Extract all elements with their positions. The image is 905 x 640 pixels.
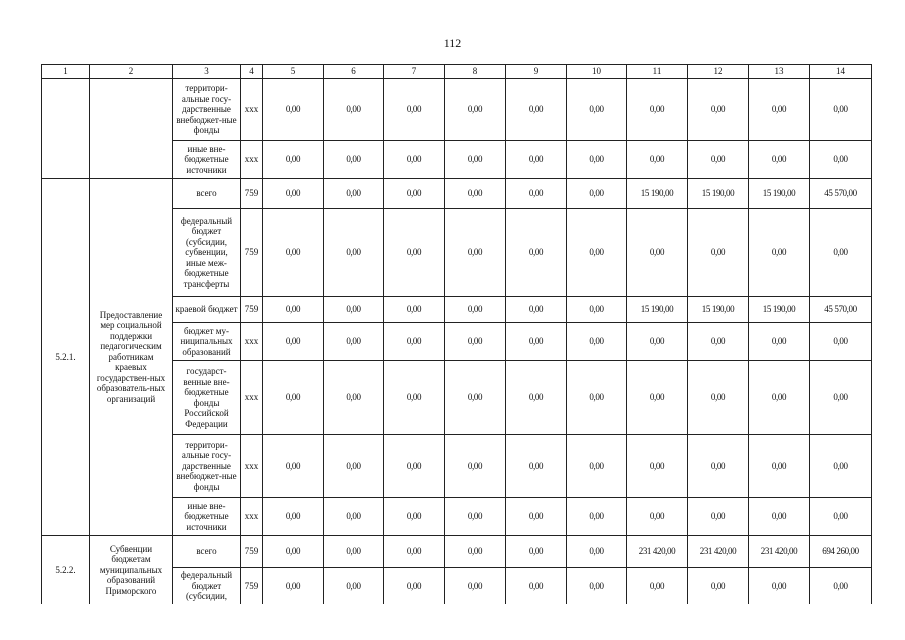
value-cell: 0,00 xyxy=(688,79,749,141)
value-cell: 15 190,00 xyxy=(688,297,749,323)
value-cell: 0,00 xyxy=(506,361,567,435)
value-cell: 15 190,00 xyxy=(688,179,749,209)
item-number: 5.2.1. xyxy=(42,179,90,536)
value-cell: 0,00 xyxy=(810,498,872,536)
value-cell: 0,00 xyxy=(445,141,506,179)
value-cell: 0,00 xyxy=(506,179,567,209)
value-cell: 0,00 xyxy=(324,568,384,604)
value-cell: 0,00 xyxy=(324,141,384,179)
value-cell: 0,00 xyxy=(688,209,749,297)
header-cell: 5 xyxy=(263,65,324,79)
value-cell: 0,00 xyxy=(263,361,324,435)
value-cell: 0,00 xyxy=(324,209,384,297)
value-cell: 0,00 xyxy=(688,323,749,361)
value-cell: 0,00 xyxy=(263,209,324,297)
value-cell: 0,00 xyxy=(384,435,445,498)
item-name: Субвенции бюджетам муниципальных образований Приморского xyxy=(90,536,173,604)
value-cell: 0,00 xyxy=(324,79,384,141)
value-cell: 231 420,00 xyxy=(749,536,810,568)
value-cell: 0,00 xyxy=(445,498,506,536)
value-cell: 0,00 xyxy=(627,361,688,435)
value-cell: 0,00 xyxy=(263,568,324,604)
value-cell: 0,00 xyxy=(810,361,872,435)
budget-code: xxx xyxy=(241,79,263,141)
value-cell: 0,00 xyxy=(567,323,627,361)
funding-source: территори-альные госу-дарственные внебюджет-ные фонды xyxy=(173,435,241,498)
value-cell: 0,00 xyxy=(384,536,445,568)
value-cell: 0,00 xyxy=(324,361,384,435)
funding-source: федеральный бюджет (субсидии, субвенции, иные меж-бюджетные трансферты xyxy=(173,209,241,297)
value-cell: 0,00 xyxy=(506,79,567,141)
header-cell: 9 xyxy=(506,65,567,79)
value-cell: 0,00 xyxy=(506,536,567,568)
value-cell: 0,00 xyxy=(324,435,384,498)
budget-code: 759 xyxy=(241,209,263,297)
value-cell: 0,00 xyxy=(384,297,445,323)
value-cell: 0,00 xyxy=(324,498,384,536)
value-cell: 0,00 xyxy=(506,141,567,179)
value-cell: 0,00 xyxy=(567,536,627,568)
value-cell: 0,00 xyxy=(567,209,627,297)
value-cell: 0,00 xyxy=(384,179,445,209)
value-cell: 0,00 xyxy=(445,297,506,323)
value-cell: 0,00 xyxy=(263,323,324,361)
value-cell: 0,00 xyxy=(749,79,810,141)
funding-source: бюджет му-ниципальных образований xyxy=(173,323,241,361)
value-cell: 231 420,00 xyxy=(688,536,749,568)
budget-code: xxx xyxy=(241,141,263,179)
value-cell: 0,00 xyxy=(324,297,384,323)
value-cell: 0,00 xyxy=(810,141,872,179)
header-cell: 14 xyxy=(810,65,872,79)
header-cell: 13 xyxy=(749,65,810,79)
value-cell: 0,00 xyxy=(627,435,688,498)
funding-source: всего xyxy=(173,536,241,568)
value-cell: 231 420,00 xyxy=(627,536,688,568)
header-cell: 4 xyxy=(241,65,263,79)
value-cell: 0,00 xyxy=(810,209,872,297)
header-cell: 10 xyxy=(567,65,627,79)
budget-code: 759 xyxy=(241,297,263,323)
value-cell: 15 190,00 xyxy=(749,179,810,209)
funding-source: иные вне-бюджетные источники xyxy=(173,141,241,179)
budget-table xyxy=(41,64,872,604)
item-name: Предоставление мер социальной поддержки педагогическим работникам краевых государствен-ных образователь-ных организаций xyxy=(90,179,173,536)
value-cell: 0,00 xyxy=(567,297,627,323)
value-cell: 694 260,00 xyxy=(810,536,872,568)
value-cell: 0,00 xyxy=(384,498,445,536)
budget-code: xxx xyxy=(241,361,263,435)
budget-code: 759 xyxy=(241,536,263,568)
value-cell: 0,00 xyxy=(263,536,324,568)
value-cell: 0,00 xyxy=(384,209,445,297)
value-cell: 0,00 xyxy=(688,141,749,179)
budget-code: xxx xyxy=(241,498,263,536)
header-cell: 6 xyxy=(324,65,384,79)
value-cell: 0,00 xyxy=(445,323,506,361)
value-cell: 0,00 xyxy=(749,498,810,536)
value-cell: 0,00 xyxy=(627,323,688,361)
value-cell: 0,00 xyxy=(627,141,688,179)
value-cell: 0,00 xyxy=(445,79,506,141)
value-cell: 45 570,00 xyxy=(810,297,872,323)
value-cell: 0,00 xyxy=(506,498,567,536)
value-cell: 0,00 xyxy=(749,568,810,604)
value-cell: 0,00 xyxy=(384,361,445,435)
value-cell: 0,00 xyxy=(567,141,627,179)
value-cell: 0,00 xyxy=(567,79,627,141)
value-cell: 45 570,00 xyxy=(810,179,872,209)
value-cell: 0,00 xyxy=(263,498,324,536)
value-cell: 0,00 xyxy=(506,435,567,498)
value-cell: 0,00 xyxy=(688,498,749,536)
value-cell: 0,00 xyxy=(263,179,324,209)
value-cell: 0,00 xyxy=(263,297,324,323)
value-cell: 0,00 xyxy=(627,568,688,604)
value-cell: 0,00 xyxy=(749,209,810,297)
funding-source: всего xyxy=(173,179,241,209)
value-cell: 0,00 xyxy=(810,435,872,498)
funding-source: иные вне-бюджетные источники xyxy=(173,498,241,536)
value-cell: 0,00 xyxy=(506,568,567,604)
value-cell: 0,00 xyxy=(627,209,688,297)
table-body xyxy=(42,65,872,604)
table-row xyxy=(42,536,872,568)
value-cell: 0,00 xyxy=(384,79,445,141)
header-cell: 3 xyxy=(173,65,241,79)
value-cell: 0,00 xyxy=(749,361,810,435)
header-cell: 8 xyxy=(445,65,506,79)
value-cell: 0,00 xyxy=(688,435,749,498)
value-cell: 15 190,00 xyxy=(627,179,688,209)
budget-code: xxx xyxy=(241,323,263,361)
value-cell: 0,00 xyxy=(749,435,810,498)
value-cell: 0,00 xyxy=(445,361,506,435)
value-cell: 0,00 xyxy=(384,323,445,361)
funding-source: краевой бюджет xyxy=(173,297,241,323)
header-cell: 1 xyxy=(42,65,90,79)
budget-code: 759 xyxy=(241,179,263,209)
item-name xyxy=(90,79,173,179)
value-cell: 0,00 xyxy=(445,209,506,297)
budget-code: xxx xyxy=(241,435,263,498)
value-cell: 0,00 xyxy=(324,536,384,568)
value-cell: 0,00 xyxy=(445,568,506,604)
item-number xyxy=(42,79,90,179)
value-cell: 0,00 xyxy=(506,297,567,323)
value-cell: 0,00 xyxy=(263,435,324,498)
table-row xyxy=(42,179,872,209)
value-cell: 0,00 xyxy=(445,435,506,498)
budget-code: 759 xyxy=(241,568,263,604)
value-cell: 0,00 xyxy=(749,141,810,179)
value-cell: 0,00 xyxy=(749,323,810,361)
value-cell: 0,00 xyxy=(445,179,506,209)
value-cell: 0,00 xyxy=(567,435,627,498)
value-cell: 0,00 xyxy=(324,179,384,209)
value-cell: 0,00 xyxy=(384,141,445,179)
funding-source: федеральный бюджет (субсидии, xyxy=(173,568,241,604)
page-number: 112 xyxy=(443,36,462,50)
value-cell: 15 190,00 xyxy=(749,297,810,323)
value-cell: 0,00 xyxy=(445,536,506,568)
value-cell: 0,00 xyxy=(506,209,567,297)
value-cell: 15 190,00 xyxy=(627,297,688,323)
value-cell: 0,00 xyxy=(567,179,627,209)
value-cell: 0,00 xyxy=(567,361,627,435)
value-cell: 0,00 xyxy=(384,568,445,604)
table-row xyxy=(42,79,872,141)
value-cell: 0,00 xyxy=(324,323,384,361)
item-number: 5.2.2. xyxy=(42,536,90,604)
value-cell: 0,00 xyxy=(263,141,324,179)
value-cell: 0,00 xyxy=(688,361,749,435)
funding-source: государст-венные вне-бюджетные фонды Российской Федерации xyxy=(173,361,241,435)
header-cell: 11 xyxy=(627,65,688,79)
value-cell: 0,00 xyxy=(506,323,567,361)
value-cell: 0,00 xyxy=(567,568,627,604)
value-cell: 0,00 xyxy=(810,323,872,361)
value-cell: 0,00 xyxy=(627,79,688,141)
value-cell: 0,00 xyxy=(567,498,627,536)
value-cell: 0,00 xyxy=(688,568,749,604)
header-cell: 12 xyxy=(688,65,749,79)
header-cell: 7 xyxy=(384,65,445,79)
value-cell: 0,00 xyxy=(627,498,688,536)
value-cell: 0,00 xyxy=(810,568,872,604)
value-cell: 0,00 xyxy=(810,79,872,141)
funding-source: территори-альные госу-дарственные внебюджет-ные фонды xyxy=(173,79,241,141)
value-cell: 0,00 xyxy=(263,79,324,141)
header-row xyxy=(42,65,872,79)
header-cell: 2 xyxy=(90,65,173,79)
